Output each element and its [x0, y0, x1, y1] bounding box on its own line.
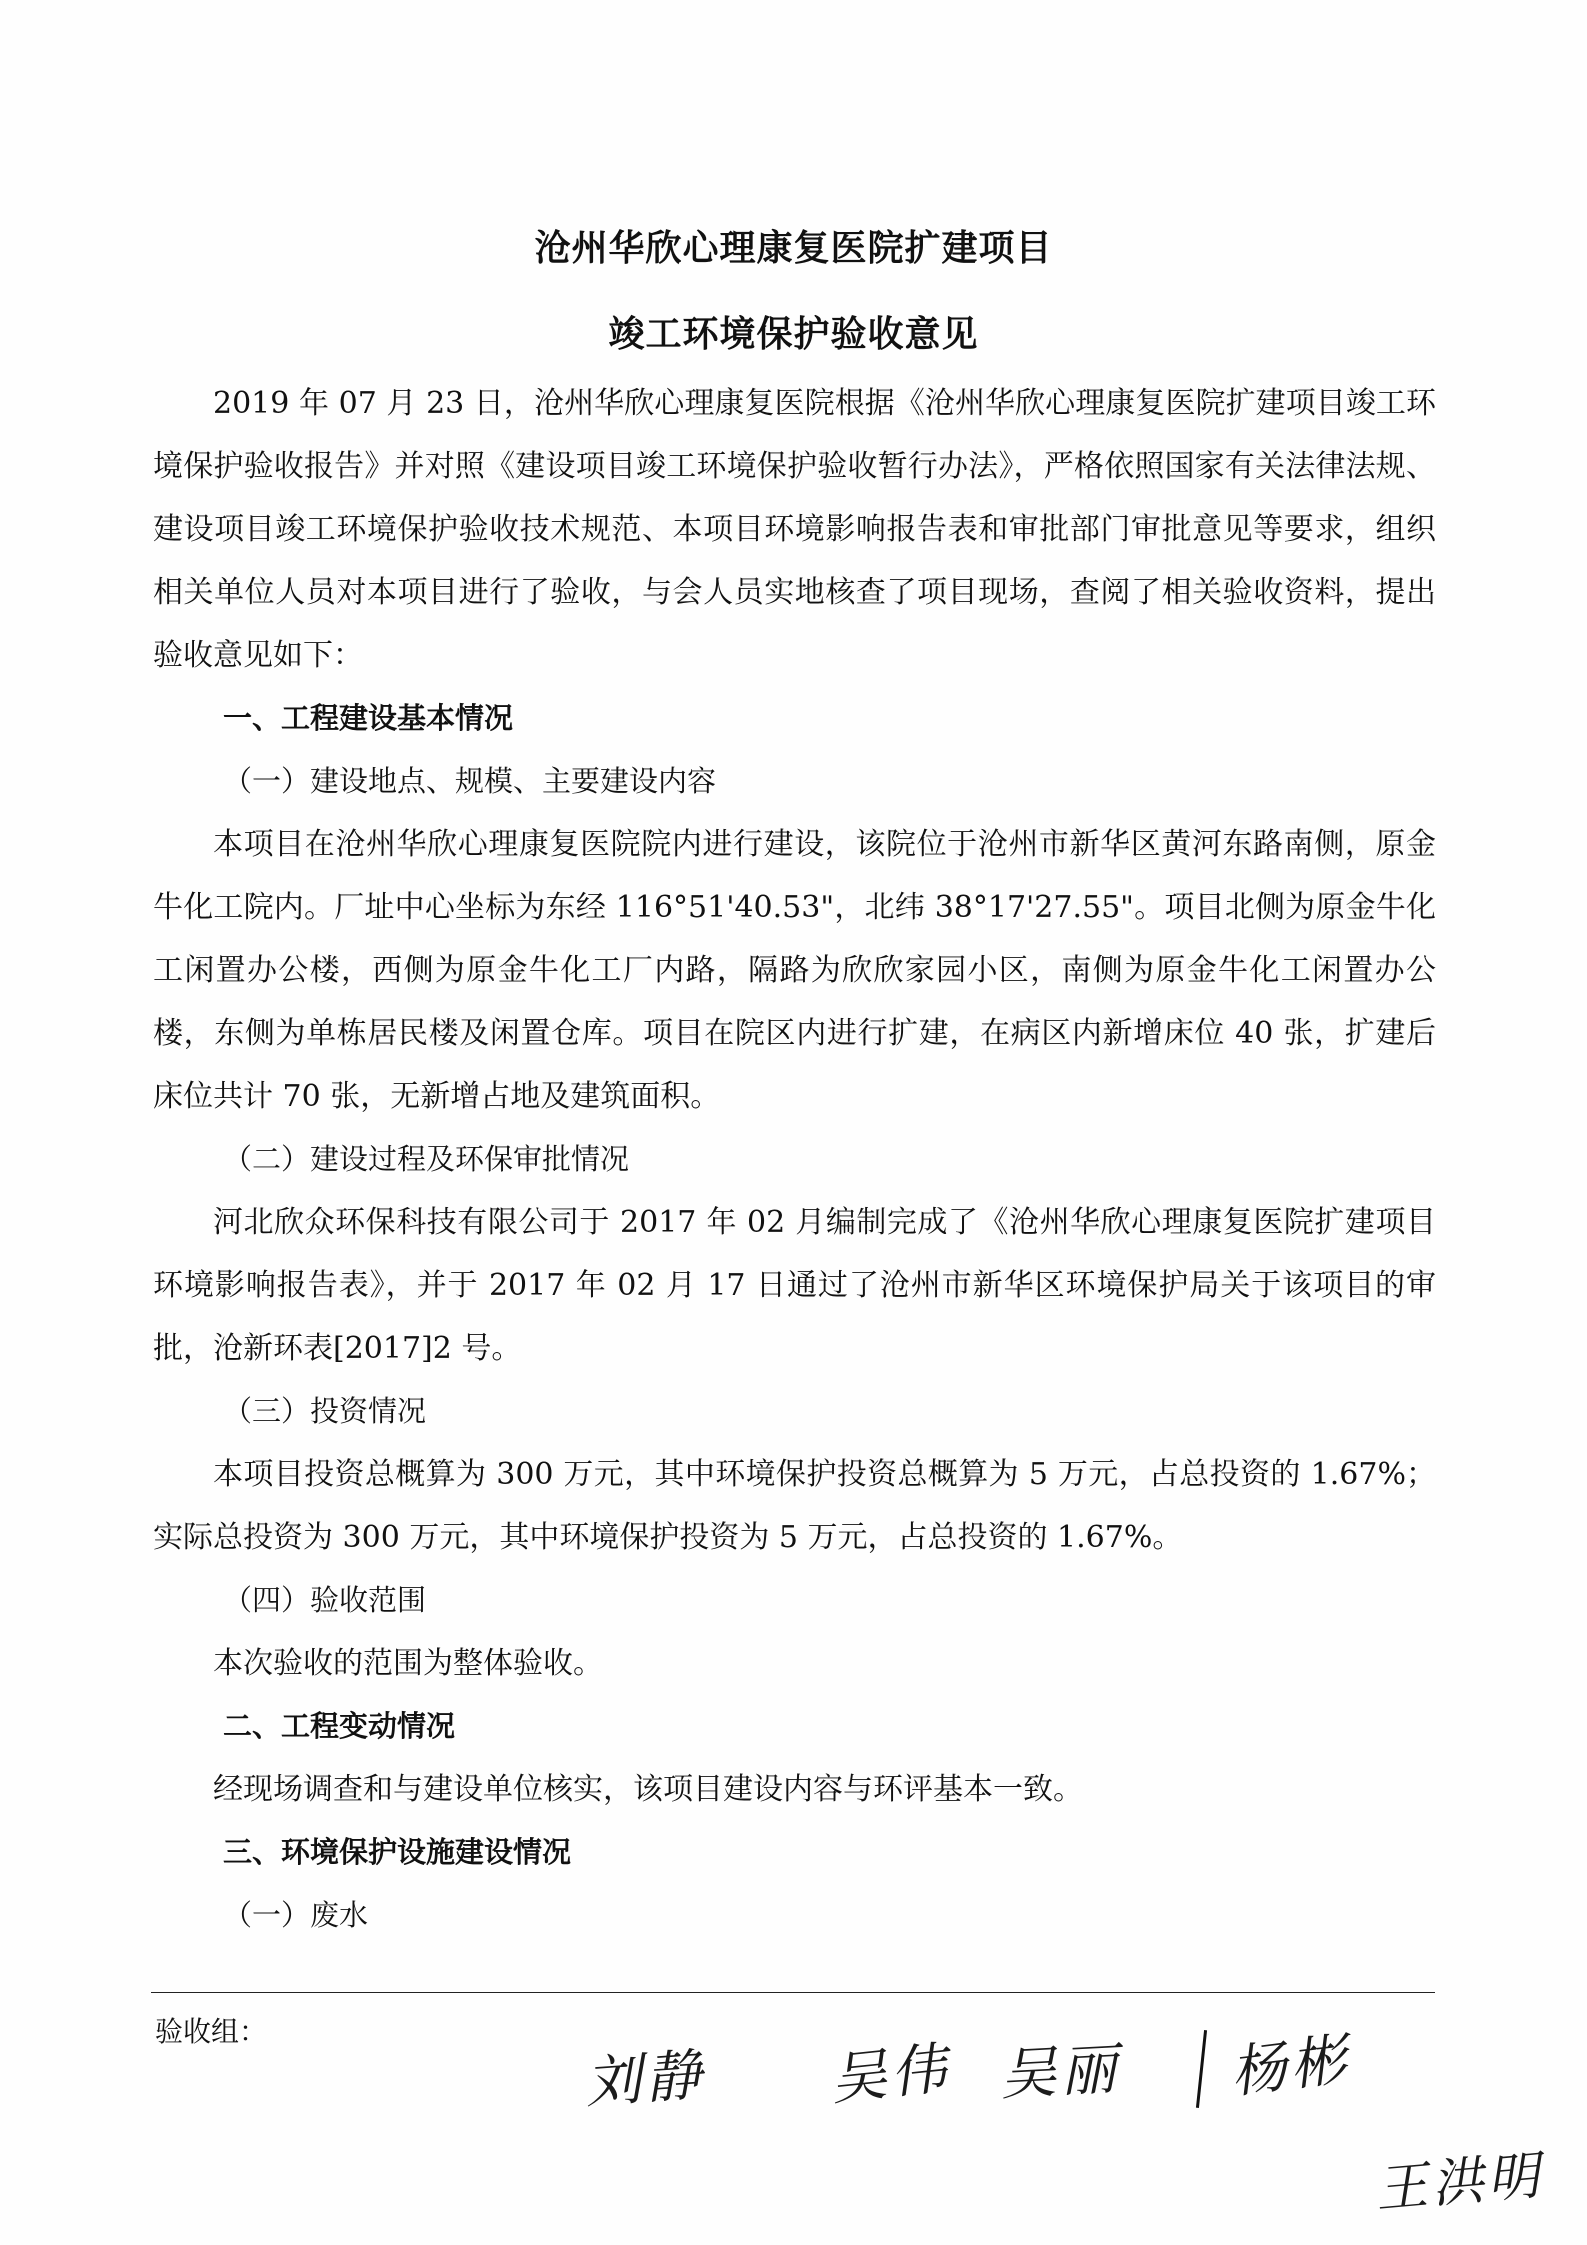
- section1-sub1-text: 本项目在沧州华欣心理康复医院院内进行建设，该院位于沧州市新华区黄河东路南侧，原金牛化工院内。厂址中心坐标为东经 116°51'40.53"，北纬 38°17'27.55"。项目北侧为原金牛化工闲置办公楼，西侧为原金牛化工厂内路，隔路为欣欣家园小区，南侧为原金牛化工闲置办公楼，东侧为单栋居民楼及闲置仓库。项目在院区内进行扩建，在病区内新增床位 40 张，扩建后床位共计 70 张，无新增占地及建筑面积。: [153, 827, 1436, 1114]
- footer-divider: [151, 1992, 1435, 1993]
- section1-sub4-heading: （四）验收范围: [223, 1583, 427, 1617]
- signature-5: 王洪明: [1373, 2145, 1546, 2221]
- section1-sub2-text: 河北欣众环保科技有限公司于 2017 年 02 月编制完成了《沧州华欣心理康复医院扩建项目环境影响报告表》，并于 2017 年 02 月 17 日通过了沧州市新华区环境保护局关于该项目的审批，沧新环表[2017]2 号。: [153, 1205, 1436, 1366]
- section1-sub2-heading: （二）建设过程及环保审批情况: [223, 1142, 630, 1176]
- document-title-line1: 沧州华欣心理康复医院扩建项目: [534, 228, 1053, 269]
- section1-sub3-text: 本项目投资总概算为 300 万元，其中环境保护投资总概算为 5 万元，占总投资的 1.67%；实际总投资为 300 万元，其中环境保护投资为 5 万元，占总投资的 1.67%。: [153, 1457, 1436, 1555]
- section1-heading: 一、工程建设基本情况: [223, 701, 514, 735]
- acceptance-group-label: 验收组：: [155, 2015, 268, 2048]
- section2-heading: 二、工程变动情况: [223, 1709, 456, 1743]
- section1-sub4-text: 本次验收的范围为整体验收。: [213, 1646, 603, 1681]
- signature-3: 吴丽: [998, 2036, 1122, 2109]
- section2-text: 经现场调查和与建设单位核实，该项目建设内容与环评基本一致。: [213, 1772, 1083, 1807]
- intro-paragraph: 2019 年 07 月 23 日，沧州华欣心理康复医院根据《沧州华欣心理康复医院扩建项目竣工环境保护验收报告》并对照《建设项目竣工环境保护验收暂行办法》，严格依照国家有关法律法规、建设项目竣工环境保护验收技术规范、本项目环境影响报告表和审批部门审批意见等要求，组织相关单位人员对本项目进行了验收，与会人员实地核查了项目现场，查阅了相关验收资料，提出验收意见如下：: [153, 386, 1436, 673]
- document-body: [153, 372, 1436, 1947]
- signature-4: 杨彬: [1227, 2026, 1355, 2107]
- section3-heading: 三、环境保护设施建设情况: [223, 1835, 572, 1869]
- signature-2: 吴伟: [827, 2035, 954, 2114]
- section1-sub1-heading: （一）建设地点、规模、主要建设内容: [223, 764, 717, 798]
- section1-sub3-heading: （三）投资情况: [223, 1394, 427, 1428]
- section3-sub1-heading: （一）废水: [223, 1898, 369, 1932]
- signature-stroke: [1196, 2030, 1207, 2108]
- document-title-line2: 竣工环境保护验收意见: [608, 314, 979, 355]
- signature-1: 刘静: [583, 2042, 708, 2117]
